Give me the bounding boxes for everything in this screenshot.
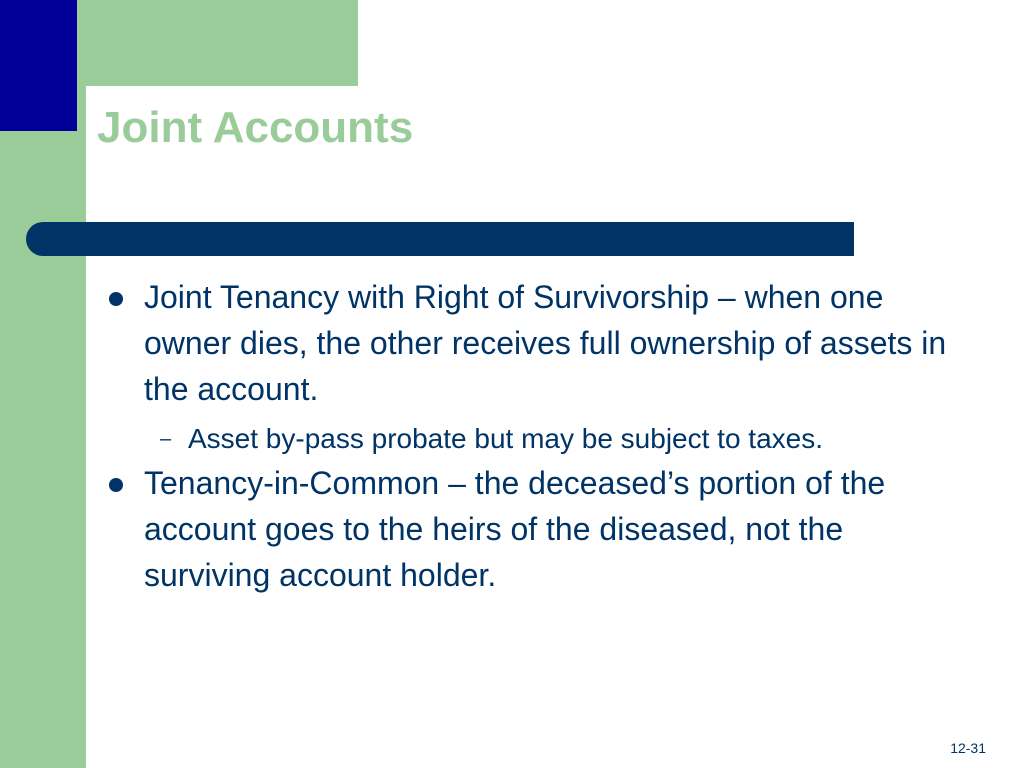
corner-square — [0, 0, 77, 131]
title-underline-bar — [26, 222, 854, 256]
bullet-item — [106, 460, 956, 598]
sub-bullet-text: Asset by-pass probate but may be subject to taxes. — [188, 423, 824, 454]
slide-title: Joint Accounts — [97, 103, 414, 152]
bullet-dot-icon — [109, 478, 123, 492]
sub-bullet-marker: – — [160, 428, 172, 450]
bullet-text: Joint Tenancy with Right of Survivorship – when one owner dies, the other receives full ownership of assets in the account. — [144, 279, 947, 407]
bullet-dot-icon — [109, 292, 123, 306]
bullet-text: Tenancy-in-Common – the deceased’s portion of the account goes to the heirs of the diseased, not the surviving account holder. — [144, 465, 886, 593]
sub-bullet-item — [144, 418, 888, 460]
slide-body — [106, 274, 956, 598]
bullet-item — [106, 274, 956, 412]
page-number: 12-31 — [950, 740, 986, 756]
